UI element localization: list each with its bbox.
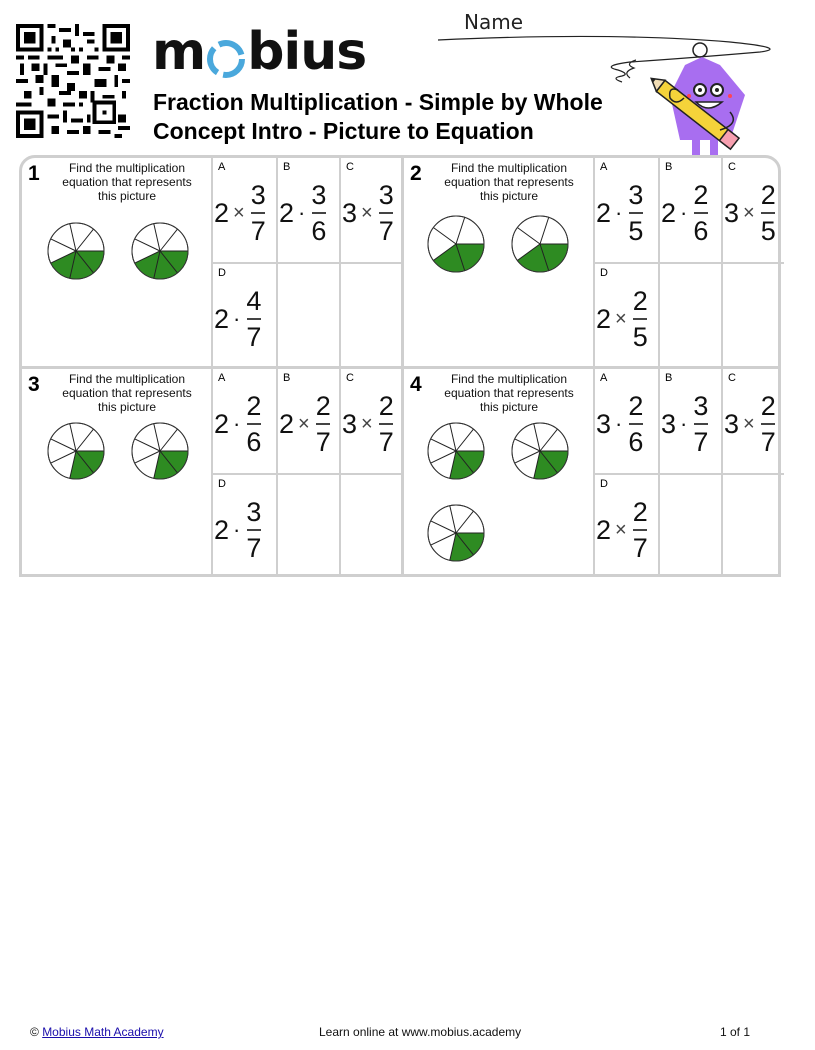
problem-4 — [401, 366, 781, 576]
denominator: 5 — [760, 215, 776, 246]
whole-number: 2 — [214, 197, 230, 228]
answer-choice-a[interactable] — [213, 158, 276, 262]
denominator: 6 — [246, 426, 262, 457]
page-indicator: 1 of 1 — [720, 1025, 751, 1039]
operator: × — [361, 201, 373, 224]
problem-instruction: Find the multiplication equation that represents this picture — [62, 161, 192, 203]
choice-letter: C — [346, 372, 354, 384]
answer-choices — [211, 369, 401, 576]
operator: · — [298, 200, 306, 225]
problem-instruction: Find the multiplication equation that represents this picture — [444, 372, 574, 414]
numerator: 2 — [315, 391, 331, 422]
pie-chart-icon — [130, 221, 190, 281]
choice-letter: B — [283, 161, 291, 173]
logo-text-m: m — [152, 22, 206, 82]
answer-choice-b[interactable] — [658, 158, 721, 262]
denominator: 7 — [760, 426, 776, 457]
denominator: 7 — [315, 426, 331, 457]
choice-letter: D — [218, 267, 226, 279]
fraction — [761, 391, 776, 457]
problem-grid — [19, 155, 781, 577]
numerator: 2 — [246, 391, 262, 422]
problem-number: 4 — [410, 373, 422, 396]
choice-letter: D — [600, 267, 608, 279]
numerator: 4 — [246, 286, 262, 317]
operator: · — [615, 200, 623, 225]
title-line-1: Fraction Multiplication - Simple by Whole — [153, 89, 603, 115]
operator: × — [615, 518, 627, 541]
fraction — [693, 180, 708, 246]
whole-number: 2 — [214, 303, 230, 334]
whole-number: 2 — [214, 514, 230, 545]
empty-answer-cell — [339, 473, 402, 577]
whole-number: 2 — [596, 303, 612, 334]
answer-choices — [211, 158, 401, 368]
empty-answer-cell — [658, 473, 721, 577]
whole-number: 3 — [342, 408, 358, 439]
numerator: 2 — [693, 180, 709, 211]
empty-answer-cell — [339, 262, 402, 366]
whole-number: 2 — [214, 408, 230, 439]
choice-letter: B — [283, 372, 291, 384]
answer-choice-c[interactable] — [339, 369, 402, 473]
numerator: 3 — [250, 180, 266, 211]
fraction — [251, 180, 266, 246]
answer-choice-b[interactable] — [276, 369, 339, 473]
fraction — [379, 391, 394, 457]
whole-number: 2 — [279, 408, 295, 439]
denominator: 7 — [246, 532, 262, 563]
fraction — [379, 180, 394, 246]
denominator: 7 — [378, 215, 394, 246]
choice-letter: D — [600, 478, 608, 490]
answer-choice-b[interactable] — [658, 369, 721, 473]
answer-choice-a[interactable] — [213, 369, 276, 473]
logo-o-drop-icon — [206, 38, 246, 78]
denominator: 6 — [311, 215, 327, 246]
choice-letter: C — [728, 372, 736, 384]
choice-letter: A — [218, 372, 226, 384]
operator: × — [361, 412, 373, 435]
fraction — [246, 391, 261, 457]
numerator: 2 — [632, 286, 648, 317]
qr-code — [16, 24, 130, 138]
pie-chart-icon — [426, 503, 486, 563]
choice-letter: C — [728, 161, 736, 173]
operator: × — [743, 201, 755, 224]
logo-text-bius: bius — [247, 22, 367, 82]
numerator: 2 — [632, 497, 648, 528]
pie-chart-icon — [510, 214, 570, 274]
empty-answer-cell — [276, 473, 339, 577]
fraction — [246, 497, 261, 563]
numerator: 3 — [246, 497, 262, 528]
whole-number: 3 — [342, 197, 358, 228]
choice-letter: A — [218, 161, 226, 173]
problem-3 — [22, 366, 402, 576]
operator: × — [615, 307, 627, 330]
denominator: 7 — [246, 321, 262, 352]
choice-letter: A — [600, 372, 608, 384]
problem-prompt — [22, 158, 211, 368]
footer-learn-online: Learn online at www.mobius.academy — [319, 1025, 522, 1039]
name-label: Name — [464, 10, 524, 34]
operator: · — [233, 306, 241, 331]
problem-number: 3 — [28, 373, 40, 396]
numerator: 2 — [760, 180, 776, 211]
fraction — [311, 180, 326, 246]
answer-choices — [593, 158, 783, 368]
answer-choice-d[interactable] — [595, 473, 658, 577]
answer-choice-a[interactable] — [595, 369, 658, 473]
answer-choice-d[interactable] — [213, 473, 276, 577]
answer-choice-a[interactable] — [595, 158, 658, 262]
copyright-symbol: © — [30, 1025, 39, 1039]
numerator: 2 — [628, 391, 644, 422]
operator: × — [298, 412, 310, 435]
whole-number: 3 — [724, 408, 740, 439]
denominator: 5 — [628, 215, 644, 246]
answer-choice-c[interactable] — [339, 158, 402, 262]
choice-letter: D — [218, 478, 226, 490]
operator: · — [680, 200, 688, 225]
fraction — [246, 286, 261, 352]
problem-prompt — [404, 369, 593, 576]
whole-number: 3 — [596, 408, 612, 439]
operator: · — [680, 411, 688, 436]
empty-answer-cell — [721, 473, 784, 577]
numerator: 2 — [378, 391, 394, 422]
empty-answer-cell — [276, 262, 339, 366]
operator: · — [233, 411, 241, 436]
denominator: 7 — [693, 426, 709, 457]
problem-1 — [22, 158, 402, 368]
answer-choice-b[interactable] — [276, 158, 339, 262]
mobius-academy-link[interactable]: Mobius Math Academy — [42, 1025, 164, 1039]
answer-choice-d[interactable] — [595, 262, 658, 366]
pie-chart-icon — [426, 421, 486, 481]
fraction — [761, 180, 776, 246]
fraction — [633, 497, 648, 563]
title-line-2: Concept Intro - Picture to Equation — [153, 118, 534, 144]
denominator: 7 — [378, 426, 394, 457]
fraction — [628, 391, 643, 457]
whole-number: 2 — [661, 197, 677, 228]
whole-number: 2 — [279, 197, 295, 228]
choice-letter: A — [600, 161, 608, 173]
pie-chart-icon — [510, 421, 570, 481]
problem-prompt — [22, 369, 211, 576]
problem-instruction: Find the multiplication equation that represents this picture — [62, 372, 192, 414]
numerator: 3 — [693, 391, 709, 422]
mobius-logo — [152, 22, 367, 82]
problem-prompt — [404, 158, 593, 368]
choice-letter: B — [665, 161, 673, 173]
operator: · — [615, 411, 623, 436]
problem-number: 2 — [410, 162, 422, 185]
empty-answer-cell — [721, 262, 784, 366]
operator: × — [743, 412, 755, 435]
footer-copyright — [30, 1025, 164, 1039]
fraction — [628, 180, 643, 246]
denominator: 6 — [693, 215, 709, 246]
operator: · — [233, 517, 241, 542]
denominator: 6 — [628, 426, 644, 457]
denominator: 5 — [632, 321, 648, 352]
whole-number: 3 — [724, 197, 740, 228]
mascot-pencil-character-icon — [600, 40, 750, 158]
pie-chart-icon — [46, 421, 106, 481]
numerator: 3 — [378, 180, 394, 211]
answer-choices — [593, 369, 783, 576]
whole-number: 2 — [596, 197, 612, 228]
numerator: 3 — [311, 180, 327, 211]
answer-choice-c[interactable] — [721, 369, 784, 473]
denominator: 7 — [250, 215, 266, 246]
answer-choice-c[interactable] — [721, 158, 784, 262]
whole-number: 2 — [596, 514, 612, 545]
problem-instruction: Find the multiplication equation that represents this picture — [444, 161, 574, 203]
pie-chart-icon — [426, 214, 486, 274]
denominator: 7 — [632, 532, 648, 563]
empty-answer-cell — [658, 262, 721, 366]
whole-number: 3 — [661, 408, 677, 439]
problem-number: 1 — [28, 162, 40, 185]
fraction — [633, 286, 648, 352]
choice-letter: C — [346, 161, 354, 173]
operator: × — [233, 201, 245, 224]
pie-chart-icon — [46, 221, 106, 281]
fraction — [693, 391, 708, 457]
answer-choice-d[interactable] — [213, 262, 276, 366]
numerator: 2 — [760, 391, 776, 422]
fraction — [316, 391, 331, 457]
choice-letter: B — [665, 372, 673, 384]
numerator: 3 — [628, 180, 644, 211]
problem-2 — [401, 158, 781, 368]
pie-chart-icon — [130, 421, 190, 481]
